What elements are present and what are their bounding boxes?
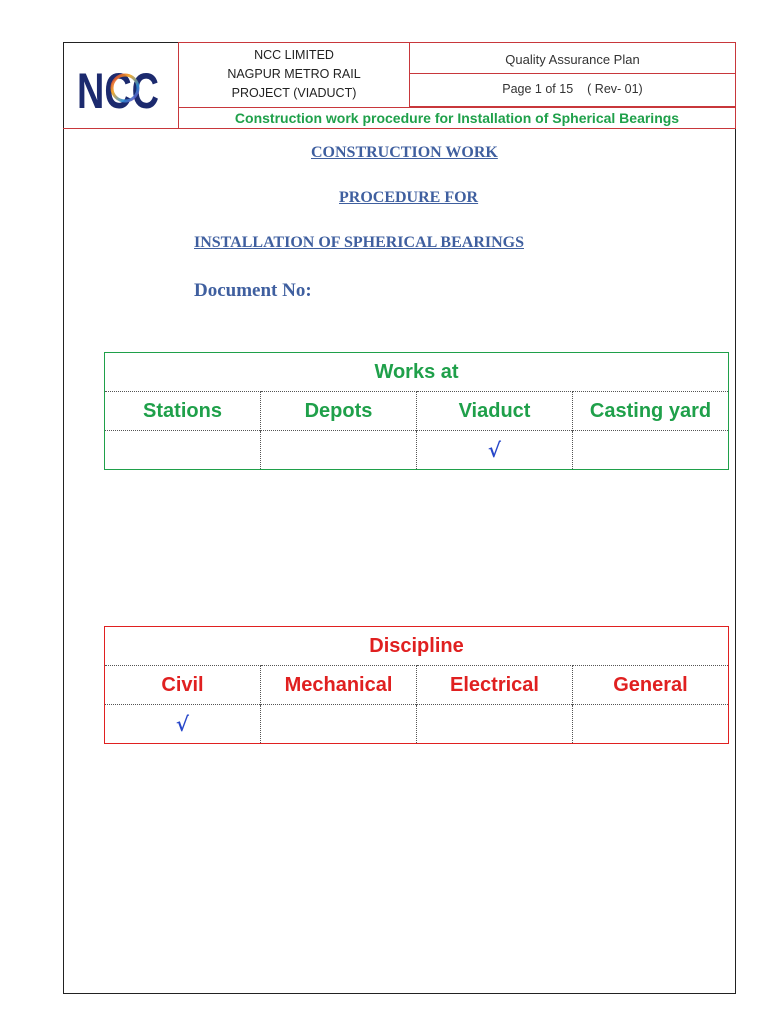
works-col-stations: Stations <box>105 392 261 431</box>
works-at-table <box>104 352 729 470</box>
discipline-heading: Discipline <box>369 634 464 657</box>
discipline-mark-mechanical <box>261 705 417 744</box>
works-mark-depots <box>261 431 417 470</box>
works-at-heading: Works at <box>374 360 459 383</box>
discipline-mark-electrical <box>417 705 573 744</box>
discipline-col-electrical: Electrical <box>417 666 573 705</box>
discipline-col-general: General <box>573 666 729 705</box>
works-mark-stations <box>105 431 261 470</box>
document-header <box>63 42 736 129</box>
works-mark-casting-yard <box>573 431 729 470</box>
discipline-col-civil: Civil <box>105 666 261 705</box>
page-info: Page 1 of 15 <box>502 82 574 96</box>
discipline-table <box>104 626 729 744</box>
discipline-col-mechanical: Mechanical <box>261 666 417 705</box>
logo-text: NCC <box>77 63 159 119</box>
logo-cell <box>63 42 179 129</box>
page-info-cell <box>410 74 736 107</box>
company-cell <box>179 42 410 107</box>
revision: ( Rev- 01) <box>587 82 643 96</box>
page-frame <box>63 42 736 994</box>
works-col-casting-yard: Casting yard <box>573 392 729 431</box>
header-subtitle: Construction work procedure for Installation of Spherical Bearings <box>234 110 680 126</box>
doc-type: Quality Assurance Plan <box>505 52 640 67</box>
company-name: NCC LIMITED <box>254 48 334 62</box>
ncc-logo <box>77 58 161 119</box>
discipline-mark-general <box>573 705 729 744</box>
title-line1: CONSTRUCTION WORK <box>311 144 498 161</box>
works-col-depots: Depots <box>261 392 417 431</box>
works-col-viaduct: Viaduct <box>417 392 573 431</box>
document-no-label: Document No: <box>194 280 312 301</box>
works-mark-viaduct: √ <box>417 431 573 470</box>
title-line2: PROCEDURE FOR <box>339 189 479 206</box>
discipline-mark-civil: √ <box>105 705 261 744</box>
header-subtitle-cell <box>179 107 736 129</box>
doc-type-cell <box>410 42 736 74</box>
title-line3: INSTALLATION OF SPHERICAL BEARINGS <box>194 234 524 251</box>
project-line1: NAGPUR METRO RAIL <box>227 67 361 81</box>
project-line2: PROJECT (VIADUCT) <box>231 86 357 100</box>
